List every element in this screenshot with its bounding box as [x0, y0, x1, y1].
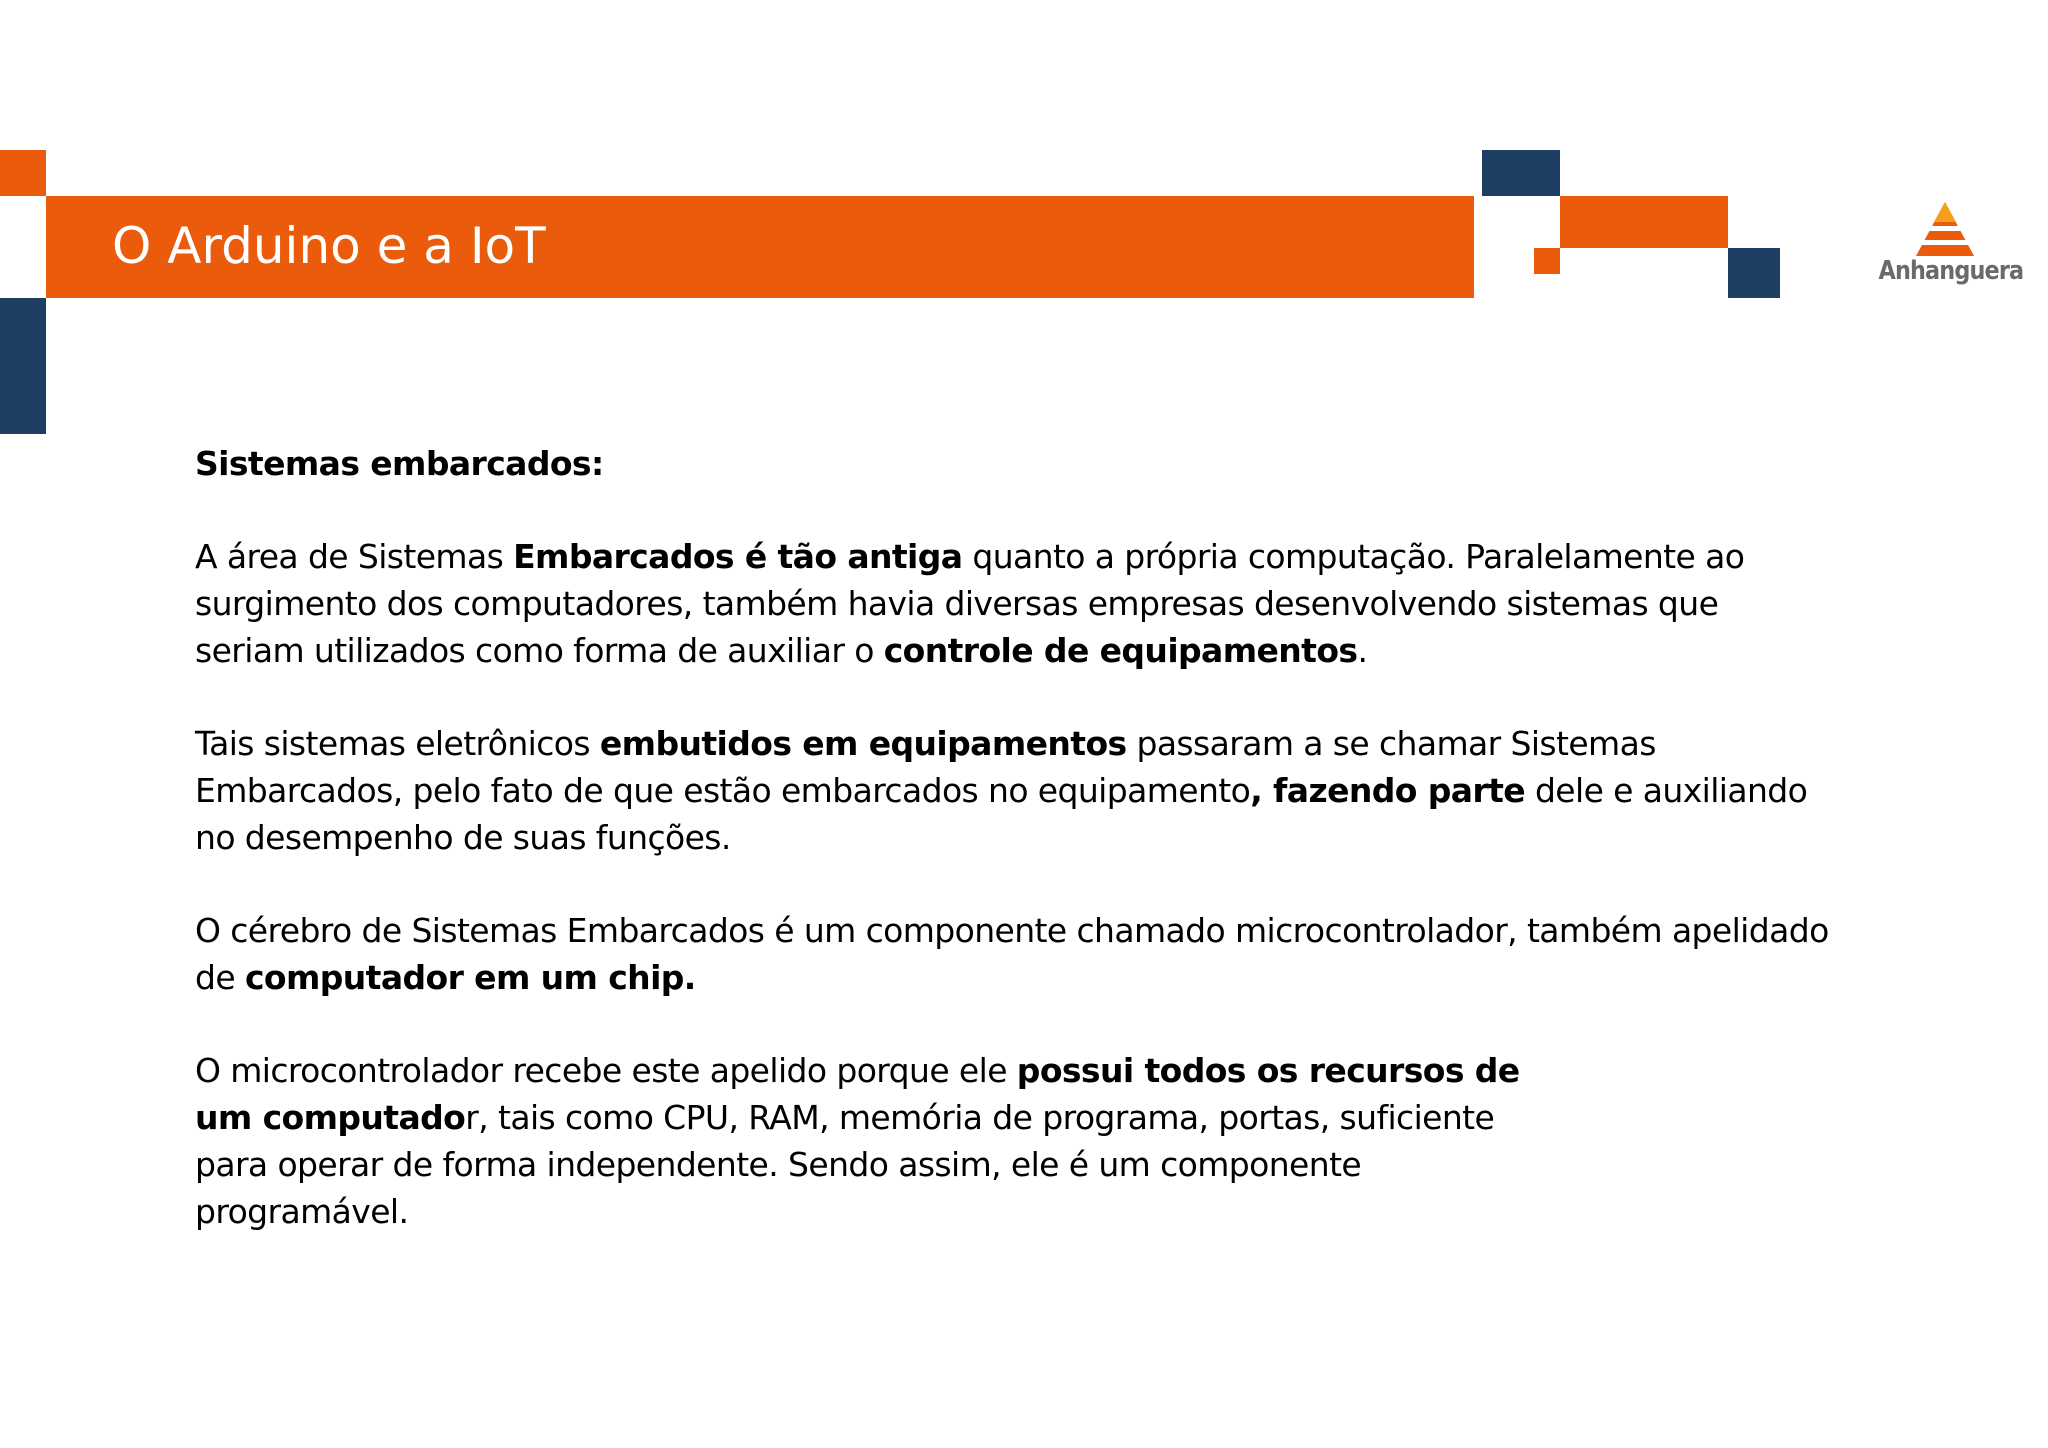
- paragraph-1-text-1: A área de Sistemas: [195, 537, 514, 576]
- paragraph-2-text-3: dele e auxiliando no desempenho de suas funções.: [195, 771, 1808, 857]
- section-heading: Sistemas embarcados:: [195, 444, 604, 483]
- paragraph-1-bold-2: controle de equipamentos: [883, 631, 1358, 670]
- paragraph-2-bold-1: embutidos em equipamentos: [599, 724, 1127, 763]
- paragraph-2: [195, 720, 1835, 861]
- decor-orange-small-square: [1534, 248, 1560, 274]
- decor-navy-square-top: [1482, 150, 1560, 196]
- paragraph-3-bold-1: computador em um chip.: [244, 958, 696, 997]
- slide-title: O Arduino e a IoT: [112, 217, 546, 275]
- paragraph-4: [195, 1047, 1545, 1235]
- decor-navy-square-right: [1728, 248, 1780, 298]
- paragraph-3: [195, 907, 1835, 1001]
- paragraph-1-bold-1: Embarcados é tão antiga: [513, 537, 963, 576]
- anhanguera-triangle-icon: [1916, 202, 1974, 256]
- slide-content: [195, 440, 1835, 1281]
- anhanguera-logo: [1868, 196, 2024, 296]
- paragraph-4-bold-1: possui todos os recursos de um computado: [195, 1051, 1520, 1137]
- decor-navy-bar-left: [0, 298, 46, 434]
- paragraph-2-bold-2: , fazendo parte: [1250, 771, 1526, 810]
- logo-text: Anhanguera: [1878, 256, 2024, 286]
- paragraph-3-text-1: O cérebro de Sistemas Embarcados é um componente chamado microcontrolador, também apelidado de: [195, 911, 1829, 997]
- paragraph-4-text-1: O microcontrolador recebe este apelido porque ele: [195, 1051, 1017, 1090]
- paragraph-1-text-3: .: [1357, 631, 1368, 670]
- paragraph-2-text-2: passaram a se chamar Sistemas Embarcados, pelo fato de que estão embarcados no equipamento: [195, 724, 1656, 810]
- paragraph-4-text-2: r, tais como CPU, RAM, memória de programa, portas, suficiente para operar de forma independente. Sendo assim, ele é um componente programável.: [195, 1098, 1495, 1231]
- paragraph-1: [195, 533, 1835, 674]
- paragraph-2-text-1: Tais sistemas eletrônicos: [195, 724, 600, 763]
- paragraph-1-text-2: quanto a própria computação. Paralelamente ao surgimento dos computadores, também havia diversas empresas desenvolvendo sistemas que seriam utilizados como forma de auxiliar o: [195, 537, 1745, 670]
- decor-orange-square-left: [0, 150, 46, 196]
- decor-orange-bar-right: [1560, 196, 1728, 248]
